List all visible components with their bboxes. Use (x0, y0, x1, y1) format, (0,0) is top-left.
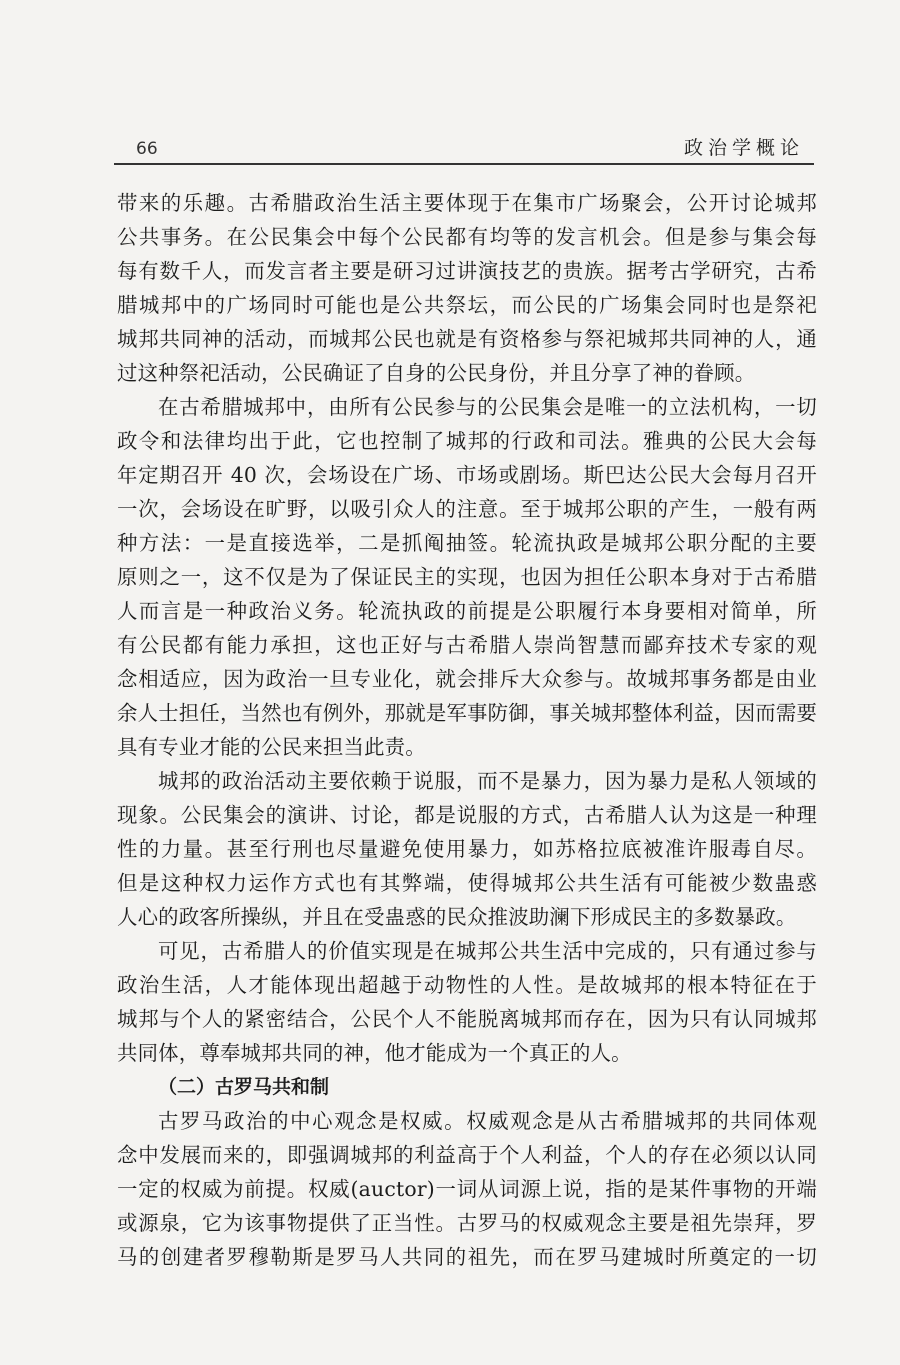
text-line: 共同体，尊奉城邦共同的神，他才能成为一个真正的人。 (117, 1041, 632, 1065)
text-line: 在古希腊城邦中，由所有公民参与的公民集会是唯一的立法机构，一切 (158, 395, 817, 419)
text-line: 原则之一，这不仅是为了保证民主的实现，也因为担任公职本身对于古希腊 (117, 565, 817, 589)
text-line: 城邦的政治活动主要依赖于说服，而不是暴力，因为暴力是私人领域的 (158, 769, 817, 793)
section-heading: （二）古罗马共和制 (158, 1076, 330, 1098)
text-line: 可见，古希腊人的价值实现是在城邦公共生活中完成的，只有通过参与 (158, 939, 817, 963)
header-rule (114, 163, 814, 165)
page-number: 66 (136, 139, 158, 159)
text-line: 人心的政客所操纵，并且在受蛊惑的民众推波助澜下形成民主的多数暴政。 (117, 905, 797, 929)
text-line: 一定的权威为前提。权威(auctor)一词从词源上说，指的是某件事物的开端 (117, 1177, 817, 1201)
text-line: 城邦与个人的紧密结合，公民个人不能脱离城邦而存在，因为只有认同城邦 (117, 1007, 817, 1031)
text-line: 人而言是一种政治义务。轮流执政的前提是公职履行本身要相对简单，所 (117, 599, 817, 623)
text-line: 年定期召开 40 次，会场设在广场、市场或剧场。斯巴达公民大会每月召开 (117, 463, 817, 487)
running-header (114, 133, 814, 163)
text-line: 念中发展而来的，即强调城邦的利益高于个人利益，个人的存在必须以认同 (117, 1143, 817, 1167)
text-line: 城邦共同神的活动，而城邦公民也就是有资格参与祭祀城邦共同神的人，通 (117, 327, 817, 351)
text-line: 一次，会场设在旷野，以吸引众人的注意。至于城邦公职的产生，一般有两 (117, 497, 817, 521)
text-line: 过这种祭祀活动，公民确证了自身的公民身份，并且分享了神的眷顾。 (117, 361, 756, 385)
text-line: 现象。公民集会的演讲、讨论，都是说服的方式，古希腊人认为这是一种理 (117, 803, 817, 827)
text-line: 念相适应，因为政治一旦专业化，就会排斥大众参与。故城邦事务都是由业 (117, 667, 817, 691)
text-line: 或源泉，它为该事物提供了正当性。古罗马的权威观念主要是祖先崇拜，罗 (117, 1211, 817, 1235)
book-title: 政治学概论 (683, 137, 804, 159)
text-line: 政治生活，人才能体现出超越于动物性的人性。是故城邦的根本特征在于 (117, 973, 817, 997)
text-line: 马的创建者罗穆勒斯是罗马人共同的祖先，而在罗马建城时所奠定的一切 (117, 1245, 817, 1269)
text-line: 腊城邦中的广场同时可能也是公共祭坛，而公民的广场集会同时也是祭祀 (117, 293, 817, 317)
text-line: 政令和法律均出于此，它也控制了城邦的行政和司法。雅典的公民大会每 (117, 429, 817, 453)
text-line: 种方法：一是直接选举，二是抓阄抽签。轮流执政是城邦公职分配的主要 (117, 531, 817, 555)
text-line: 有公民都有能力承担，这也正好与古希腊人崇尚智慧而鄙弃技术专家的观 (117, 633, 817, 657)
text-line: 余人士担任，当然也有例外，那就是军事防御，事关城邦整体利益，因而需要 (117, 701, 817, 725)
text-line: 性的力量。甚至行刑也尽量避免使用暴力，如苏格拉底被准许服毒自尽。 (117, 837, 817, 861)
text-line: 带来的乐趣。古希腊政治生活主要体现于在集市广场聚会，公开讨论城邦 (117, 191, 817, 215)
text-line: 每有数千人，而发言者主要是研习过讲演技艺的贵族。据考古学研究，古希 (117, 259, 817, 283)
body-text (117, 186, 817, 1274)
text-line: 公共事务。在公民集会中每个公民都有均等的发言机会。但是参与集会每 (117, 225, 817, 249)
text-line: 古罗马政治的中心观念是权威。权威观念是从古希腊城邦的共同体观 (158, 1109, 817, 1133)
text-line: 具有专业才能的公民来担当此责。 (117, 735, 426, 759)
text-line: 但是这种权力运作方式也有其弊端，使得城邦公共生活有可能被少数蛊惑 (117, 871, 817, 895)
